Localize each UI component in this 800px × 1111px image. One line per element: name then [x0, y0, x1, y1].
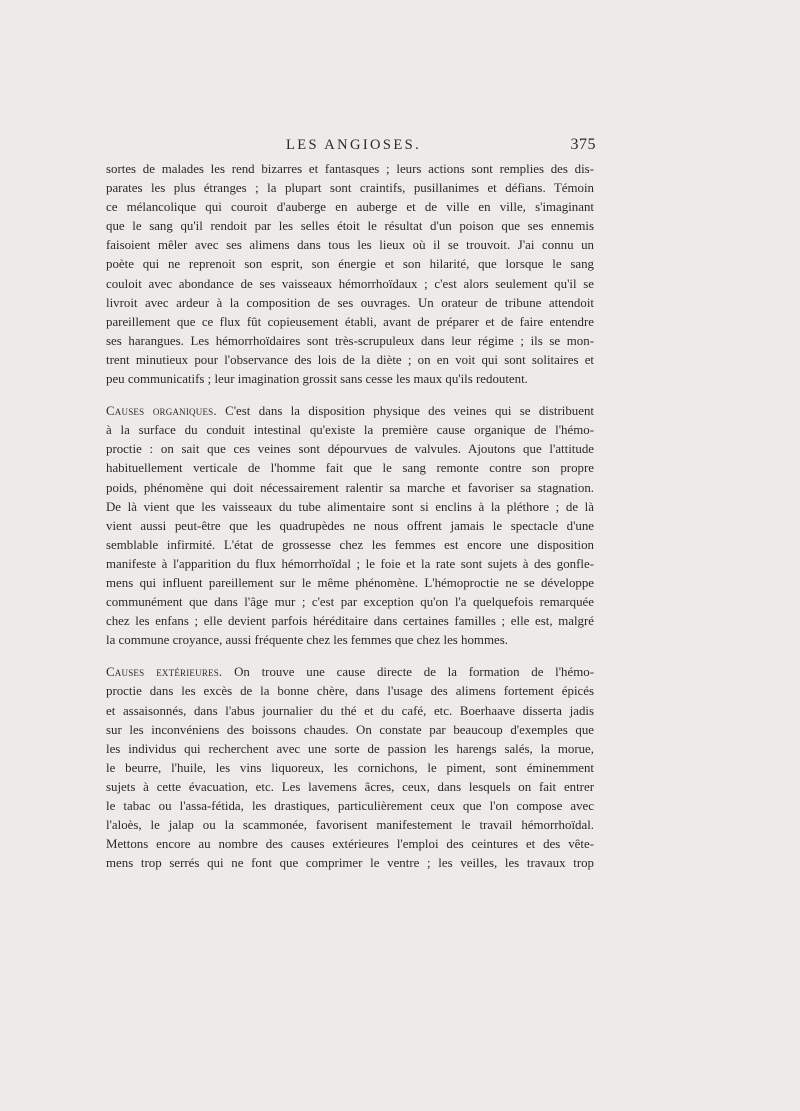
- paragraph-causes-organiques: [106, 402, 594, 650]
- text-line: sortes de malades les rend bizarres et fantasques ; leurs actions sont remplies des dis-: [106, 162, 594, 176]
- text-line: ses harangues. Les hémorrhoïdaires sont très-scrupuleux dans leur régime ; ils se mon-: [106, 333, 594, 348]
- text-line: semblable infirmité. L'état de grossesse chez les femmes est encore une disposition: [106, 537, 594, 552]
- text-line: mens trop serrés qui ne font que comprimer le ventre ; les veilles, les travaux trop: [106, 856, 594, 871]
- text-line: chez les enfans ; elle devient parfois héréditaire dans certaines familles ; elle est, malgré: [106, 614, 594, 629]
- text-line: faisoient mêler avec ses alimens dans tous les lieux où il se trouvoit. J'ai connu un: [106, 238, 594, 253]
- paragraph-gap: [106, 389, 594, 402]
- text-line: Mettons encore au nombre des causes extérieures l'emploi des ceintures et des vête-: [106, 837, 594, 852]
- text-line: livroit avec ardeur à la composition de ses ouvrages. Un orateur de tribune attendoit: [106, 295, 594, 310]
- text-line: habituellement verticale de l'homme fait que le sang remonte contre son propre: [106, 461, 594, 476]
- text-line: poète qui ne reprenoit son esprit, son énergie et son hilarité, que lorsque le sang: [106, 257, 594, 272]
- text-line: De là vient que les vaisseaux du tube alimentaire sont si enclins à la pléthore ; de là: [106, 499, 594, 514]
- text-line: le beurre, l'huile, les vins liquoreux, les cornichons, le piment, sont éminemment: [106, 760, 594, 775]
- page-header: [106, 137, 596, 159]
- text-line: [106, 663, 594, 682]
- running-head: LES ANGIOSES.: [286, 137, 422, 153]
- text-line: trent minutieux pour l'observance des lois de la diète ; on en voit qui sont solitaires et: [106, 352, 594, 367]
- text-line: manifeste à l'apparition du flux hémorrhoïdal ; le foie et la rate sont sujets à des gonfle-: [106, 556, 594, 571]
- text-line: ce mélancolique qui couroit d'auberge en auberge et de ville en ville, s'imaginant: [106, 200, 594, 215]
- text-line: couloit avec abondance de ses vaisseaux hémorrhoïdaux ; c'est alors seulement qu'il se: [106, 276, 594, 291]
- text-line: communément que dans l'âge mur ; c'est par exception qu'on l'a quelquefois remarquée: [106, 595, 594, 610]
- text-line-content: C'est dans la disposition physique des veines qui se distribuent: [216, 404, 594, 419]
- text-line: et assaisonnés, dans l'abus journalier du thé et du café, etc. Boerhaave disserta jadis: [106, 703, 594, 718]
- text-line: le tabac ou l'assa-fétida, les drastiques, particulièrement ceux que l'on compose avec: [106, 799, 594, 813]
- page-number: 375: [570, 136, 596, 153]
- text-line: mens qui influent pareillement sur le même phénomène. L'hémoproctie ne se développe: [106, 575, 594, 590]
- paragraph-causes-exterieures: [106, 663, 594, 873]
- text-line: que le sang qu'il rendoit par les selles étoit le résultat d'un poison que ses ennemis: [106, 219, 594, 234]
- body-text: [106, 160, 594, 873]
- paragraph-gap: [106, 650, 594, 663]
- text-line: sujets à cette évacuation, etc. Les lavemens âcres, ceux, dans lesquels on fait entrer: [106, 779, 594, 794]
- text-line: la commune croyance, aussi fréquente chez les femmes que chez les hommes.: [106, 633, 508, 648]
- text-line: les individus qui recherchent avec une sorte de passion les harengs salés, la morue,: [106, 741, 594, 756]
- text-line: sur les inconvéniens des boissons chaudes. On constate par beaucoup d'exemples que: [106, 722, 594, 737]
- text-line-content: On trouve une cause directe de la formation de l'hémo-: [222, 665, 594, 680]
- paragraph-1: [106, 160, 594, 389]
- text-line: proctie : on sait que ces veines sont dépourvues de valvules. Ajoutons que l'attitude: [106, 442, 594, 457]
- section-heading-causes-exterieures: Causes extérieures.: [106, 665, 223, 680]
- text-line: [106, 402, 594, 421]
- text-line: peu communicatifs ; leur imagination grossit sans cesse les maux qu'ils redoutent.: [106, 372, 528, 387]
- text-line: poids, phénomène qui doit nécessairement ralentir sa marche et favoriser sa stagnation.: [106, 480, 594, 495]
- text-line: pareillement que ce flux fût copieusement établi, avant de préparer et de faire entendre: [106, 314, 594, 329]
- text-line: l'aloès, le jalap ou la scammonée, favorisent manifestement le travail hémorrhoïdal.: [106, 818, 594, 833]
- text-line: proctie dans les excès de la bonne chère, dans l'usage des alimens fortement épicés: [106, 684, 594, 699]
- text-line: à la surface du conduit intestinal qu'existe la première cause organique de l'hémo-: [106, 423, 594, 438]
- text-line: vient aussi peut-être que les quadrupèdes ne nous offrent jamais le spectacle d'une: [106, 518, 594, 533]
- section-heading-causes-organiques: Causes organiques.: [106, 404, 217, 419]
- text-line: parates les plus étranges ; la plupart sont craintifs, pusillanimes et défians. Témoin: [106, 181, 594, 196]
